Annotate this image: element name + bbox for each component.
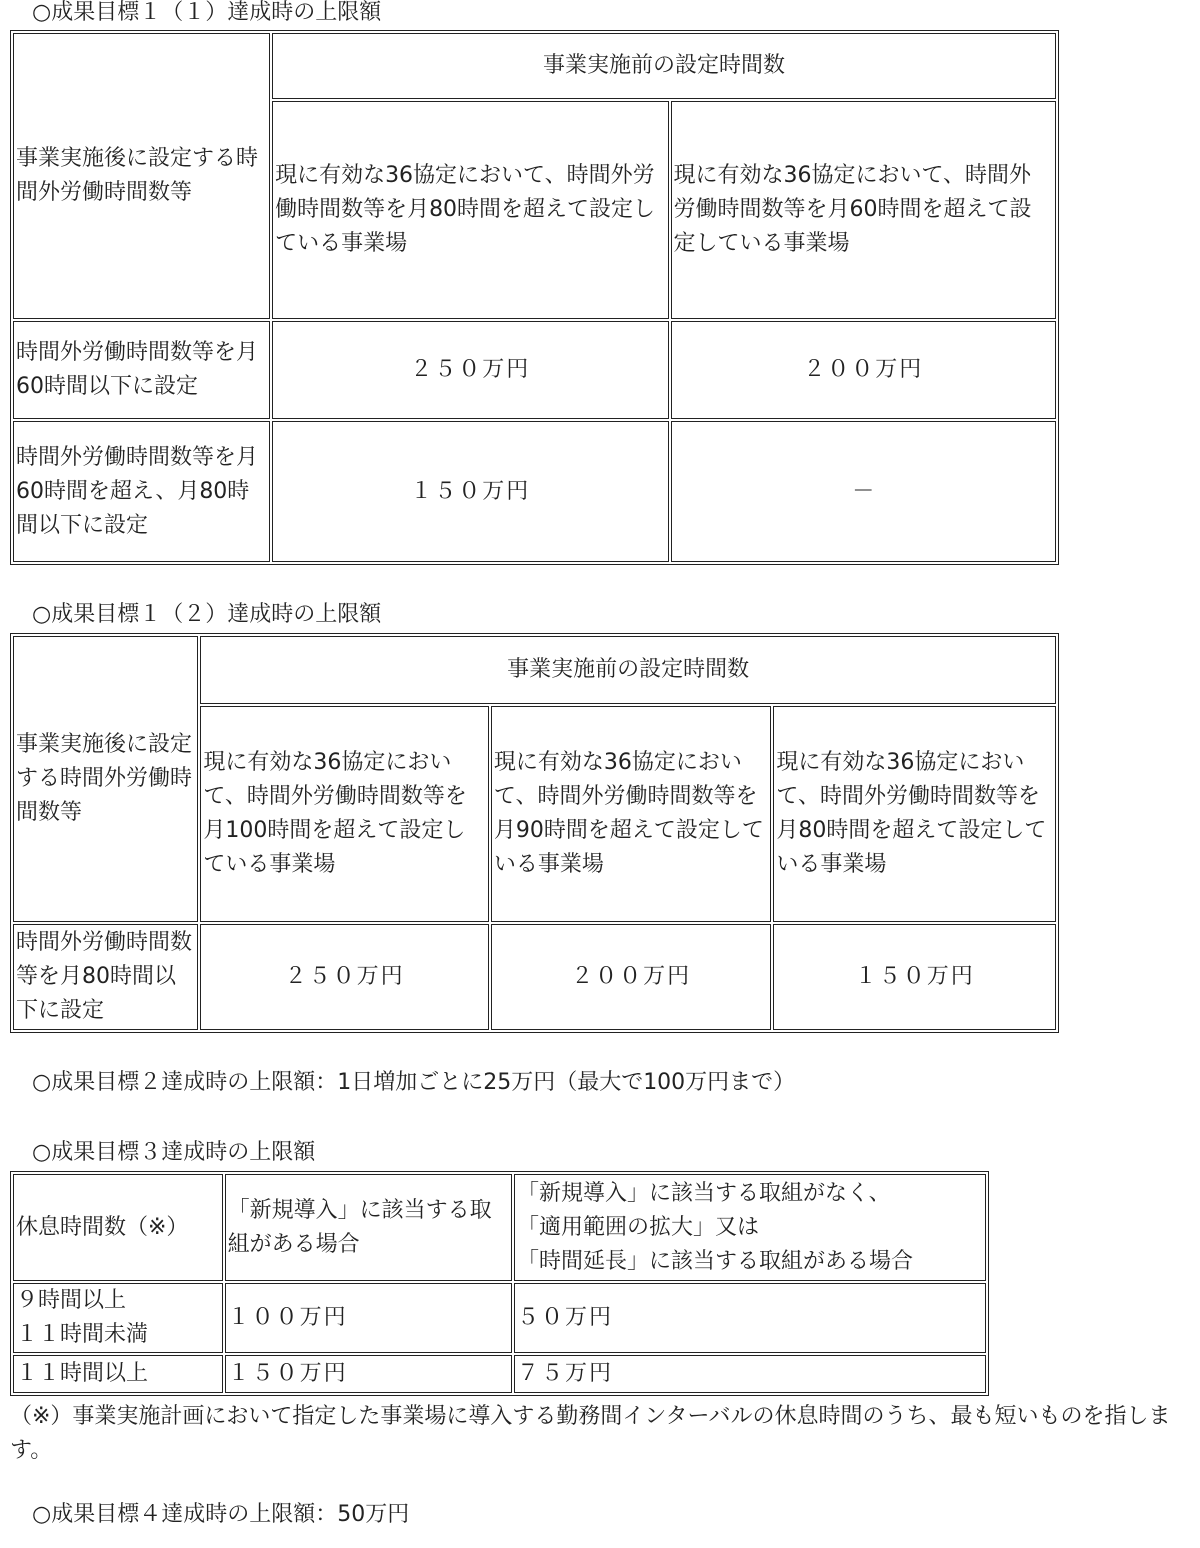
col-group-header: 事業実施前の設定時間数 [272,33,1056,99]
col-header-80h: 現に有効な36協定において、時間外労働時間数等を月80時間を超えて設定している事業場 [272,101,668,318]
col-header-60h: 現に有効な36協定において、時間外労働時間数等を月60時間を超えて設定している事業場 [671,101,1057,318]
col-header-90h: 現に有効な36協定において、時間外労働時間数等を月90時間を超えて設定している事業場 [491,706,772,922]
rest-hours-header: 休息時間数（※） [13,1174,223,1281]
amount-cell: ２５０万円 [200,924,489,1030]
expansion-header-line-1: 「新規導入」に該当する取組がなく、 [517,1180,891,1206]
dash-cell: － [671,421,1057,562]
expansion-header-line-2: 「適用範囲の拡大」又は [517,1214,760,1240]
amount-cell: １５０万円 [272,421,668,562]
col-group-header: 事業実施前の設定時間数 [200,636,1056,704]
row-label: 時間外労働時間数等を月80時間以下に設定 [13,924,198,1030]
expansion-header [514,1174,986,1281]
amount-cell: １５０万円 [773,924,1056,1030]
amount-cell: ２００万円 [491,924,772,1030]
row-label-line-2: １１時間未満 [16,1322,149,1347]
row-header-cell: 事業実施後に設定する時間外労働時間数等 [13,33,270,319]
goal1-2-heading: ○成果目標１（２）達成時の上限額 [32,602,382,627]
goal4-heading: ○成果目標４達成時の上限額：50万円 [32,1502,410,1527]
row-label: １１時間以上 [13,1355,223,1393]
goal1-2-table [10,633,1059,1033]
goal2-heading: ○成果目標２達成時の上限額：1日増加ごとに25万円（最大で100万円まで） [32,1070,796,1095]
goal3-table [10,1171,989,1396]
amount-cell: ２００万円 [671,321,1057,420]
row-header-cell: 事業実施後に設定する時間外労働時間数等 [13,636,198,922]
amount-cell: １００万円 [225,1283,512,1353]
row-label: 時間外労働時間数等を月60時間を超え、月80時間以下に設定 [13,421,270,562]
row-label-line-1: ９時間以上 [16,1288,127,1313]
amount-cell: ２５０万円 [272,321,668,420]
row-label: 時間外労働時間数等を月60時間以下に設定 [13,321,270,420]
amount-cell: １５０万円 [225,1355,512,1393]
goal1-1-heading: ○成果目標１（１）達成時の上限額 [32,0,382,25]
amount-cell: ５０万円 [514,1283,986,1353]
new-intro-header: 「新規導入」に該当する取組がある場合 [225,1174,512,1281]
row-label [13,1283,223,1353]
col-header-100h: 現に有効な36協定において、時間外労働時間数等を月100時間を超えて設定している事業場 [200,706,489,922]
goal3-heading: ○成果目標３達成時の上限額 [32,1140,316,1165]
goal1-1-table [10,30,1059,565]
expansion-header-line-3: 「時間延長」に該当する取組がある場合 [517,1248,914,1274]
amount-cell: ７５万円 [514,1355,986,1393]
col-header-80h: 現に有効な36協定において、時間外労働時間数等を月80時間を超えて設定している事業場 [773,706,1056,922]
footnote: （※）事業実施計画において指定した事業場に導入する勤務間インターバルの休息時間のうち、最も短いものを指します。 [10,1404,1171,1463]
